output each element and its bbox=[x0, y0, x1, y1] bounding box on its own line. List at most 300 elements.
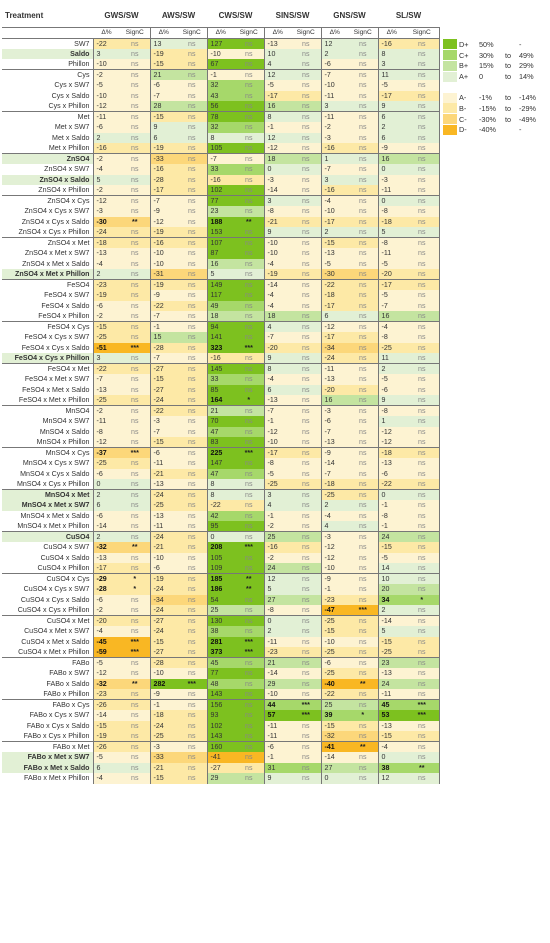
delta-value: -13 bbox=[378, 721, 405, 732]
delta-value: -17 bbox=[321, 217, 348, 228]
signc-value: ns bbox=[177, 637, 207, 648]
delta-value: 93 bbox=[207, 710, 234, 721]
treatment-label: FABo x Cys x SW7 bbox=[2, 710, 93, 721]
delta-subheader: Δ% bbox=[264, 27, 291, 38]
delta-value: 24 bbox=[264, 563, 291, 574]
delta-value: 94 bbox=[207, 322, 234, 333]
delta-value: 147 bbox=[207, 458, 234, 469]
signc-value: ns bbox=[405, 448, 439, 459]
delta-value: -25 bbox=[378, 343, 405, 354]
delta-value: 18 bbox=[207, 311, 234, 322]
signc-value: ns bbox=[291, 122, 321, 133]
delta-value: -32 bbox=[93, 679, 120, 690]
delta-value: 105 bbox=[207, 553, 234, 564]
delta-value: 38 bbox=[378, 763, 405, 774]
delta-value: -16 bbox=[321, 185, 348, 196]
signc-value: ns bbox=[348, 112, 378, 123]
col-header-sl: SL/SW bbox=[378, 5, 439, 27]
subheader-row bbox=[2, 27, 439, 38]
treatment-label: Cys x Phillon bbox=[2, 101, 93, 112]
signc-value: ns bbox=[405, 374, 439, 385]
legend-code: D- bbox=[459, 125, 467, 135]
delta-value: 32 bbox=[207, 80, 234, 91]
delta-value: -23 bbox=[93, 689, 120, 700]
delta-value: 109 bbox=[207, 563, 234, 574]
signc-value: ns bbox=[234, 490, 264, 501]
delta-value: 5 bbox=[378, 626, 405, 637]
signc-value: ns bbox=[291, 385, 321, 396]
col-header-cws: CWS/SW bbox=[207, 5, 264, 27]
delta-value: -12 bbox=[93, 101, 120, 112]
delta-value: 27 bbox=[321, 763, 348, 774]
signc-value: ns bbox=[405, 185, 439, 196]
legend-entry bbox=[443, 92, 548, 103]
treatment-label: FeSO4 x Cys x Saldo bbox=[2, 343, 93, 354]
delta-value: 16 bbox=[264, 101, 291, 112]
legend-to: to bbox=[505, 72, 512, 82]
signc-value: ns bbox=[120, 70, 150, 81]
signc-value: ns bbox=[291, 175, 321, 186]
table-row bbox=[2, 742, 439, 753]
legend-from: 30% bbox=[479, 50, 494, 60]
delta-value: -9 bbox=[150, 206, 177, 217]
signc-value: ns bbox=[120, 668, 150, 679]
signc-value: ns bbox=[177, 542, 207, 553]
signc-value: ns bbox=[120, 406, 150, 417]
signc-value: ns bbox=[291, 164, 321, 175]
delta-value: -8 bbox=[93, 427, 120, 438]
signc-value: ns bbox=[234, 133, 264, 144]
signc-value: ns bbox=[291, 605, 321, 616]
delta-value: -34 bbox=[150, 595, 177, 606]
treatment-label: ZnSO4 bbox=[2, 154, 93, 165]
delta-value: -11 bbox=[378, 689, 405, 700]
signc-value: ns bbox=[405, 532, 439, 543]
signc-value: ns bbox=[234, 416, 264, 427]
signc-value: ns bbox=[120, 500, 150, 511]
delta-value: 3 bbox=[321, 175, 348, 186]
signc-value: ns bbox=[234, 679, 264, 690]
signc-value: ns bbox=[120, 742, 150, 753]
signc-value: ns bbox=[234, 175, 264, 186]
treatment-label: FeSO4 x Cys x SW7 bbox=[2, 332, 93, 343]
col-header-sins: SINS/SW bbox=[264, 5, 321, 27]
delta-value: 45 bbox=[207, 658, 234, 669]
delta-value: 24 bbox=[378, 679, 405, 690]
signc-value: ns bbox=[348, 731, 378, 742]
signc-value: * bbox=[120, 574, 150, 585]
delta-value: -12 bbox=[93, 668, 120, 679]
signc-value: ns bbox=[348, 175, 378, 186]
signc-value: ns bbox=[120, 238, 150, 249]
table-row bbox=[2, 616, 439, 627]
delta-value: -3 bbox=[93, 206, 120, 217]
table-row bbox=[2, 731, 439, 742]
signc-value: ns bbox=[405, 731, 439, 742]
table-row bbox=[2, 658, 439, 669]
signc-value: ns bbox=[405, 616, 439, 627]
signc-value: ns bbox=[405, 416, 439, 427]
delta-value: 3 bbox=[264, 490, 291, 501]
treatment-label: MnSO4 x Cys bbox=[2, 448, 93, 459]
signc-value: ns bbox=[291, 574, 321, 585]
signc-value: ns bbox=[291, 322, 321, 333]
signc-value: ns bbox=[348, 626, 378, 637]
signc-value: ** bbox=[120, 679, 150, 690]
delta-value: 2 bbox=[93, 532, 120, 543]
delta-value: -25 bbox=[150, 500, 177, 511]
delta-value: -19 bbox=[150, 49, 177, 60]
signc-value: ns bbox=[234, 374, 264, 385]
signc-value: ns bbox=[177, 574, 207, 585]
delta-value: -24 bbox=[150, 605, 177, 616]
treatment-label: MnSO4 x Met x Phillon bbox=[2, 521, 93, 532]
signc-value: ns bbox=[291, 521, 321, 532]
delta-value: -13 bbox=[378, 458, 405, 469]
signc-value: ns bbox=[234, 763, 264, 774]
treatment-label: ZnSO4 x Met x SW7 bbox=[2, 248, 93, 259]
delta-value: -17 bbox=[378, 280, 405, 291]
delta-value: -11 bbox=[378, 185, 405, 196]
legend-swatch bbox=[443, 93, 457, 103]
signc-value: ns bbox=[177, 469, 207, 480]
signc-value: ns bbox=[120, 364, 150, 375]
signc-value: ns bbox=[120, 112, 150, 123]
delta-value: 53 bbox=[378, 710, 405, 721]
delta-value: -1 bbox=[264, 416, 291, 427]
signc-value: ns bbox=[348, 133, 378, 144]
signc-value: ns bbox=[348, 511, 378, 522]
signc-value: ns bbox=[120, 490, 150, 501]
delta-value: 70 bbox=[207, 416, 234, 427]
signc-value: ns bbox=[405, 458, 439, 469]
delta-value: 0 bbox=[264, 164, 291, 175]
delta-value: 10 bbox=[264, 49, 291, 60]
signc-value: ns bbox=[234, 700, 264, 711]
signc-value: ns bbox=[405, 626, 439, 637]
signc-value: ns bbox=[348, 301, 378, 312]
signc-value: ns bbox=[405, 217, 439, 228]
signc-value: ns bbox=[405, 91, 439, 102]
delta-value: -23 bbox=[321, 595, 348, 606]
delta-value: -11 bbox=[321, 112, 348, 123]
delta-value: 18 bbox=[264, 311, 291, 322]
delta-value: -2 bbox=[93, 154, 120, 165]
signc-value: ns bbox=[234, 773, 264, 784]
signc-value: ns bbox=[120, 374, 150, 385]
treatment-label: CuSO4 x SW7 bbox=[2, 542, 93, 553]
delta-value: 25 bbox=[264, 532, 291, 543]
delta-value: -2 bbox=[93, 70, 120, 81]
delta-value: -27 bbox=[150, 364, 177, 375]
signc-value: ns bbox=[348, 206, 378, 217]
delta-value: -3 bbox=[378, 175, 405, 186]
delta-value: -33 bbox=[150, 752, 177, 763]
signc-value: ns bbox=[291, 280, 321, 291]
delta-value: -9 bbox=[150, 290, 177, 301]
treatment-label: FABo x Met x Phillon bbox=[2, 773, 93, 784]
delta-value: -21 bbox=[150, 763, 177, 774]
delta-value: -22 bbox=[150, 301, 177, 312]
signc-value: ns bbox=[177, 521, 207, 532]
delta-value: -10 bbox=[264, 689, 291, 700]
table-row bbox=[2, 490, 439, 501]
treatment-label: FABo x Met bbox=[2, 742, 93, 753]
delta-value: -10 bbox=[321, 563, 348, 574]
delta-value: -15 bbox=[150, 374, 177, 385]
signc-value: ns bbox=[291, 311, 321, 322]
table-row bbox=[2, 605, 439, 616]
signc-value: ns bbox=[177, 385, 207, 396]
delta-value: -16 bbox=[150, 164, 177, 175]
delta-value: -7 bbox=[321, 70, 348, 81]
delta-value: 85 bbox=[207, 385, 234, 396]
signc-value: ns bbox=[234, 479, 264, 490]
delta-value: 29 bbox=[207, 773, 234, 784]
signc-value: ns bbox=[348, 280, 378, 291]
delta-value: -17 bbox=[264, 448, 291, 459]
signc-value: ns bbox=[405, 605, 439, 616]
delta-value: -8 bbox=[378, 206, 405, 217]
delta-value: -9 bbox=[321, 574, 348, 585]
signc-value: ns bbox=[405, 364, 439, 375]
delta-value: -12 bbox=[321, 542, 348, 553]
table-row bbox=[2, 238, 439, 249]
delta-value: -37 bbox=[93, 448, 120, 459]
signc-value: ns bbox=[177, 269, 207, 280]
treatment-label: Met x SW7 bbox=[2, 122, 93, 133]
signc-value: ns bbox=[177, 595, 207, 606]
signc-value: * bbox=[348, 710, 378, 721]
delta-value: 153 bbox=[207, 227, 234, 238]
delta-value: 149 bbox=[207, 280, 234, 291]
delta-value: -18 bbox=[378, 448, 405, 459]
delta-value: -5 bbox=[378, 80, 405, 91]
signc-value: ns bbox=[234, 322, 264, 333]
delta-value: -2 bbox=[321, 122, 348, 133]
delta-value: 33 bbox=[207, 374, 234, 385]
delta-value: 77 bbox=[207, 668, 234, 679]
col-header-gws: GWS/SW bbox=[93, 5, 150, 27]
signc-value: ns bbox=[405, 322, 439, 333]
signc-value: ns bbox=[348, 437, 378, 448]
delta-value: -13 bbox=[321, 248, 348, 259]
treatment-label: Met bbox=[2, 112, 93, 123]
signc-value: ns bbox=[291, 301, 321, 312]
treatment-label: MnSO4 x Phillon bbox=[2, 437, 93, 448]
treatment-label: SW7 bbox=[2, 38, 93, 49]
signc-value: ns bbox=[120, 658, 150, 669]
delta-value: 28 bbox=[150, 101, 177, 112]
delta-value: -10 bbox=[264, 248, 291, 259]
legend-entry bbox=[443, 39, 548, 50]
signc-value: ns bbox=[291, 427, 321, 438]
signc-value: ** bbox=[120, 217, 150, 228]
delta-value: -10 bbox=[150, 248, 177, 259]
delta-value: -25 bbox=[378, 647, 405, 658]
delta-value: -1 bbox=[150, 322, 177, 333]
signc-value: ns bbox=[348, 91, 378, 102]
signc-value: ns bbox=[291, 185, 321, 196]
treatment-label: MnSO4 x Saldo bbox=[2, 427, 93, 438]
signc-value: ns bbox=[348, 553, 378, 564]
delta-value: 27 bbox=[264, 595, 291, 606]
delta-value: -18 bbox=[378, 217, 405, 228]
signc-subheader: SignC bbox=[291, 27, 321, 38]
delta-subheader: Δ% bbox=[93, 27, 120, 38]
signc-value: ns bbox=[348, 164, 378, 175]
signc-value: ns bbox=[177, 238, 207, 249]
legend-to: to bbox=[505, 50, 512, 60]
table-row bbox=[2, 175, 439, 186]
legend-end: - bbox=[519, 125, 522, 135]
signc-value: ns bbox=[234, 311, 264, 322]
delta-value: -24 bbox=[150, 626, 177, 637]
signc-value: ns bbox=[291, 679, 321, 690]
signc-value: ns bbox=[177, 248, 207, 259]
table-row bbox=[2, 322, 439, 333]
signc-value: ns bbox=[291, 763, 321, 774]
delta-value: 3 bbox=[93, 49, 120, 60]
delta-value: 8 bbox=[207, 133, 234, 144]
signc-value: ns bbox=[291, 112, 321, 123]
signc-value: ns bbox=[291, 490, 321, 501]
signc-value: ns bbox=[177, 668, 207, 679]
delta-value: 12 bbox=[378, 773, 405, 784]
signc-value: ns bbox=[405, 101, 439, 112]
delta-value: -6 bbox=[150, 80, 177, 91]
delta-value: 16 bbox=[378, 311, 405, 322]
delta-value: 11 bbox=[378, 353, 405, 364]
signc-value: ns bbox=[120, 385, 150, 396]
signc-value: ns bbox=[234, 353, 264, 364]
table-row bbox=[2, 122, 439, 133]
signc-value: ns bbox=[291, 374, 321, 385]
delta-value: 12 bbox=[264, 133, 291, 144]
delta-value: -10 bbox=[321, 637, 348, 648]
signc-value: ns bbox=[348, 532, 378, 543]
delta-value: 0 bbox=[378, 196, 405, 207]
delta-value: -11 bbox=[264, 721, 291, 732]
delta-value: 164 bbox=[207, 395, 234, 406]
delta-value: -25 bbox=[150, 731, 177, 742]
delta-value: -15 bbox=[378, 731, 405, 742]
delta-value: 143 bbox=[207, 731, 234, 742]
signc-value: ns bbox=[348, 763, 378, 774]
signc-value: ns bbox=[177, 311, 207, 322]
delta-value: -25 bbox=[93, 395, 120, 406]
legend-entry bbox=[443, 114, 548, 125]
delta-value: -7 bbox=[150, 427, 177, 438]
delta-value: 56 bbox=[207, 101, 234, 112]
table-row bbox=[2, 479, 439, 490]
signc-value: ns bbox=[120, 731, 150, 742]
delta-value: -14 bbox=[321, 458, 348, 469]
treatment-label: MnSO4 x Cys x SW7 bbox=[2, 458, 93, 469]
delta-value: 2 bbox=[321, 227, 348, 238]
signc-value: ns bbox=[348, 752, 378, 763]
delta-value: -6 bbox=[378, 469, 405, 480]
delta-value: 6 bbox=[378, 133, 405, 144]
delta-value: -1 bbox=[378, 500, 405, 511]
treatment-label: CuSO4 x Saldo bbox=[2, 553, 93, 564]
treatment-label: Cys x Saldo bbox=[2, 91, 93, 102]
delta-value: -12 bbox=[321, 322, 348, 333]
delta-value: -17 bbox=[321, 332, 348, 343]
signc-value: ns bbox=[177, 647, 207, 658]
col-header-aws: AWS/SW bbox=[150, 5, 207, 27]
delta-value: -6 bbox=[93, 301, 120, 312]
delta-value: -4 bbox=[93, 164, 120, 175]
signc-value: ns bbox=[291, 637, 321, 648]
delta-value: 3 bbox=[264, 196, 291, 207]
signc-value: ns bbox=[405, 269, 439, 280]
delta-value: 9 bbox=[264, 227, 291, 238]
signc-value: ns bbox=[120, 595, 150, 606]
treatment-label: ZnSO4 x Met bbox=[2, 238, 93, 249]
signc-value: ns bbox=[234, 280, 264, 291]
delta-value: -22 bbox=[321, 689, 348, 700]
treatment-label: FeSO4 x Met x SW7 bbox=[2, 374, 93, 385]
delta-value: 102 bbox=[207, 185, 234, 196]
delta-value: -17 bbox=[150, 185, 177, 196]
signc-value: ns bbox=[177, 563, 207, 574]
signc-value: ns bbox=[177, 605, 207, 616]
delta-value: -28 bbox=[93, 584, 120, 595]
signc-value: ns bbox=[348, 196, 378, 207]
signc-value: ns bbox=[177, 763, 207, 774]
delta-value: 156 bbox=[207, 700, 234, 711]
table-row bbox=[2, 196, 439, 207]
signc-value: ns bbox=[348, 269, 378, 280]
signc-value: ns bbox=[348, 458, 378, 469]
signc-value: *** bbox=[120, 647, 150, 658]
signc-value: ns bbox=[234, 406, 264, 417]
delta-value: -10 bbox=[321, 80, 348, 91]
delta-subheader: Δ% bbox=[207, 27, 234, 38]
signc-value: ns bbox=[405, 395, 439, 406]
signc-value: ns bbox=[405, 511, 439, 522]
signc-value: ns bbox=[177, 500, 207, 511]
delta-value: -8 bbox=[378, 238, 405, 249]
delta-value: 107 bbox=[207, 238, 234, 249]
delta-value: -3 bbox=[321, 133, 348, 144]
table-row bbox=[2, 227, 439, 238]
delta-value: -18 bbox=[93, 238, 120, 249]
signc-value: ns bbox=[291, 469, 321, 480]
signc-value: ns bbox=[120, 196, 150, 207]
signc-value: ns bbox=[405, 154, 439, 165]
delta-value: -15 bbox=[93, 721, 120, 732]
table-row bbox=[2, 469, 439, 480]
signc-value: ** bbox=[348, 742, 378, 753]
delta-value: -21 bbox=[150, 542, 177, 553]
delta-value: -4 bbox=[93, 773, 120, 784]
delta-value: -13 bbox=[93, 553, 120, 564]
signc-value: ns bbox=[291, 563, 321, 574]
delta-value: 43 bbox=[207, 91, 234, 102]
signc-value: ns bbox=[291, 49, 321, 60]
treatment-label: CuSO4 x Phillon bbox=[2, 563, 93, 574]
delta-value: 3 bbox=[321, 101, 348, 112]
delta-value: 31 bbox=[264, 763, 291, 774]
signc-value: ns bbox=[291, 616, 321, 627]
signc-value: ns bbox=[348, 689, 378, 700]
signc-value: ns bbox=[405, 679, 439, 690]
delta-value: -7 bbox=[150, 353, 177, 364]
signc-value: ns bbox=[348, 406, 378, 417]
treatment-label: CuSO4 x Cys x SW7 bbox=[2, 584, 93, 595]
